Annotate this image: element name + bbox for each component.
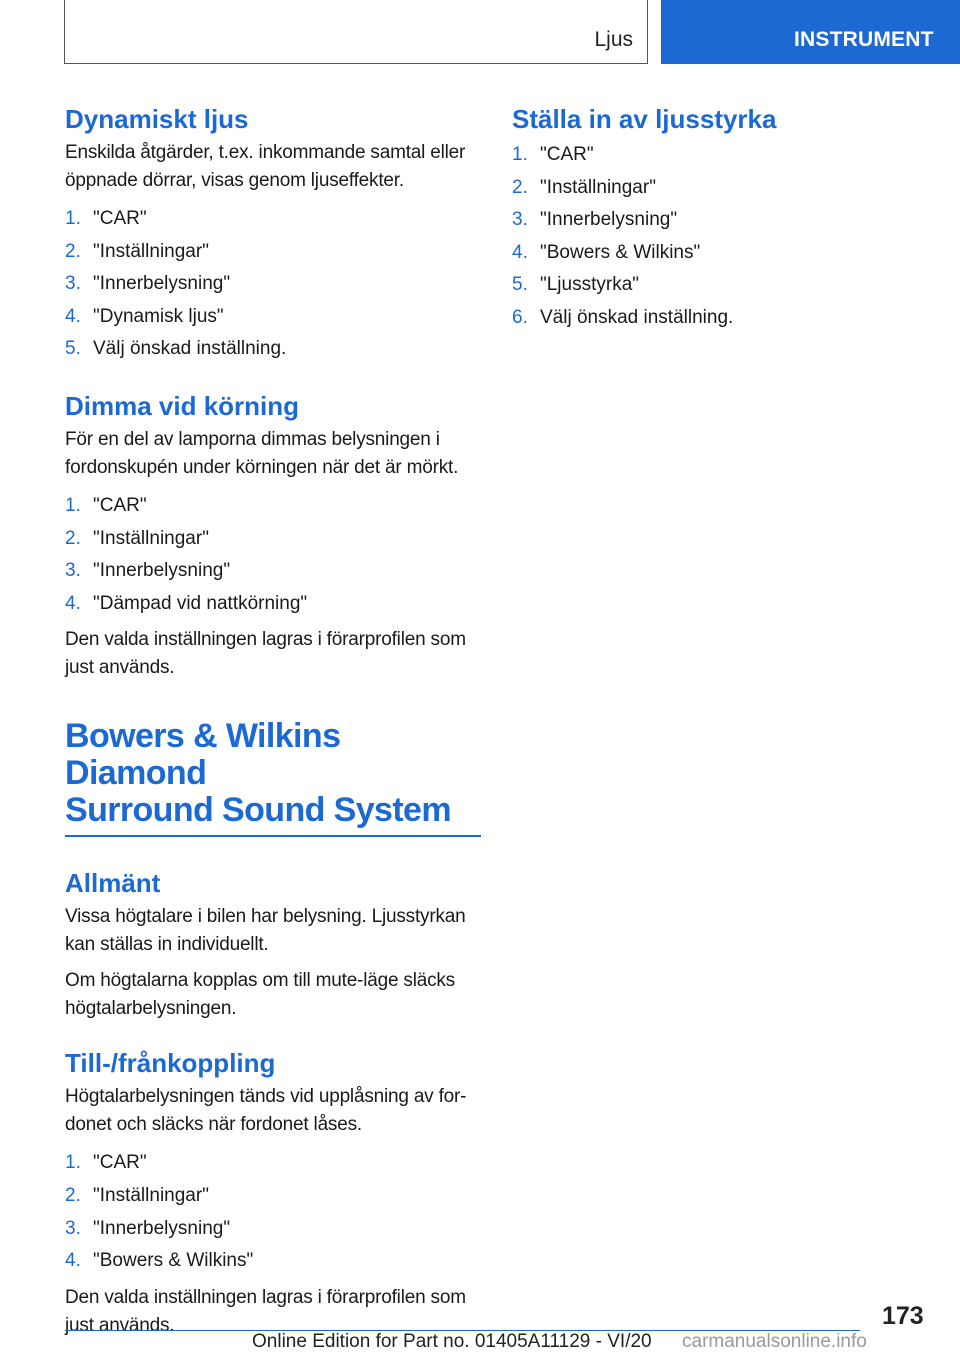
paragraph: Vissa högtalare i bilen har belysning. Ljusstyrkan kan ställas in individuellt. xyxy=(65,906,466,956)
steps-list xyxy=(65,1147,480,1277)
section-brightness xyxy=(512,103,927,335)
list-item: 2. "Inställningar" xyxy=(65,240,209,262)
footer-edition: Online Edition for Part no. 01405A11129 - VI/20 xyxy=(252,1331,652,1352)
header-section-box xyxy=(64,0,648,64)
page-number: 173 xyxy=(882,1302,924,1330)
list-item: 3. "Innerbelysning" xyxy=(65,1217,231,1239)
list-item: 3. "Innerbelysning" xyxy=(512,209,678,231)
header-section-title: Ljus xyxy=(594,28,633,51)
list-item: 3. "Innerbelysning" xyxy=(65,560,231,582)
list-item: 1. "CAR" xyxy=(65,1152,147,1174)
list-item: 4. "Bowers & Wilkins" xyxy=(512,241,701,263)
steps-list xyxy=(65,490,480,620)
heading-general: Allmänt xyxy=(65,868,161,899)
list-item: 2. "Inställningar" xyxy=(65,1184,209,1206)
heading-brightness: Ställa in av ljusstyrka xyxy=(512,104,777,134)
list-item: 4. "Bowers & Wilkins" xyxy=(65,1250,254,1272)
list-item: 1. "CAR" xyxy=(65,208,147,229)
steps-list xyxy=(65,203,480,366)
paragraph: Om högtalarna kopplas om till mute-läge släcks högtalarbelysningen. xyxy=(65,970,455,1020)
chapter-heading-line2: Surround Sound System xyxy=(65,791,451,830)
section-dimming xyxy=(65,390,480,682)
list-item: 5. "Ljusstyrka" xyxy=(512,274,640,296)
heading-on-off: Till-/frånkoppling xyxy=(65,1048,276,1079)
list-item: 4. "Dynamisk ljus" xyxy=(65,305,224,327)
watermark: carmanualsonline.info xyxy=(682,1331,867,1352)
list-item: 1. "CAR" xyxy=(65,494,147,516)
list-item: 4. "Dämpad vid nattkörning" xyxy=(65,592,308,614)
header-chapter-tab: INSTRUMENT xyxy=(661,0,960,64)
right-column xyxy=(512,103,927,359)
steps-list xyxy=(512,139,927,335)
section-on-off xyxy=(65,1047,480,1339)
list-item: 1. "CAR" xyxy=(512,144,594,165)
heading-dimming: Dimma vid körning xyxy=(65,390,300,421)
list-item: 2. "Inställningar" xyxy=(512,176,656,198)
section-general xyxy=(65,867,480,1023)
section-bowers-wilkins xyxy=(65,718,480,837)
paragraph: Högtalarbelysningen tänds vid upplåsning av for‐donet och släcks när fordonet låses. xyxy=(65,1086,467,1136)
list-item: 6. Välj önskad inställning. xyxy=(512,306,734,328)
list-item: 5. Välj önskad inställning. xyxy=(65,338,287,360)
list-item: 3. "Innerbelysning" xyxy=(65,273,231,295)
chapter-heading-line1: Bowers & Wilkins Diamond xyxy=(65,717,341,793)
section-dynamic-light xyxy=(65,103,480,366)
note: Den valda inställningen lagras i förarprofilen som just används. xyxy=(65,1286,466,1336)
paragraph: Enskilda åtgärder, t.ex. inkommande samtal eller öppnade dörrar, visas genom ljuseffekter. xyxy=(65,142,466,191)
paragraph: För en del av lamporna dimmas belysningen i fordonskupén under körningen när det är mörkt. xyxy=(65,428,459,478)
left-column xyxy=(65,103,480,1364)
chapter-heading-rule xyxy=(65,718,481,837)
heading-dynamic-light: Dynamiskt ljus xyxy=(65,104,249,134)
note: Den valda inställningen lagras i förarprofilen som just används. xyxy=(65,629,466,679)
list-item: 2. "Inställningar" xyxy=(65,527,209,549)
